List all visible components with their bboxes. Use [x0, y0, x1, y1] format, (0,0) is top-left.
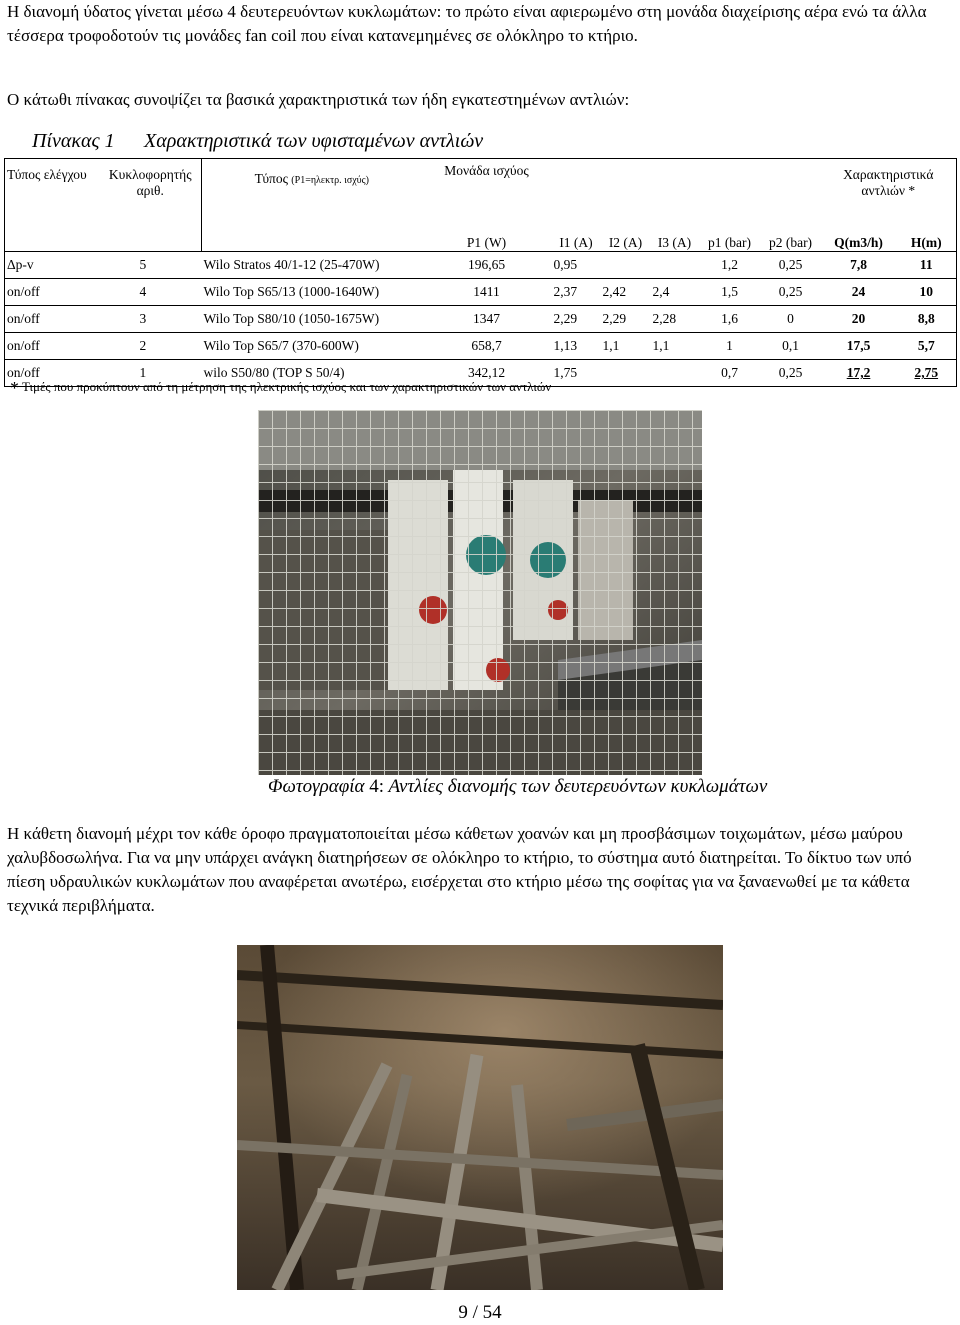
cell-number: 5: [100, 252, 202, 279]
cell-p2bar: 0,25: [761, 360, 821, 387]
cell-p2bar: 0,25: [761, 252, 821, 279]
cell-number: 2: [100, 333, 202, 360]
header-i1: I1 (A): [559, 235, 593, 250]
cell-h: 8,8: [897, 306, 957, 333]
cell-control: Δp-v: [5, 252, 100, 279]
cell-i2: 2,29: [601, 306, 651, 333]
cell-p1w: 342,12: [422, 360, 552, 387]
cell-q: 20: [821, 306, 897, 333]
cell-type: Wilo Top S80/10 (1050-1675W): [202, 306, 422, 333]
cell-number: 1: [100, 360, 202, 387]
summary-paragraph: Ο κάτωθι πίνακας συνοψίζει τα βασικά χαρακτηριστικά των ήδη εγκατεστημένων αντλιών:: [7, 90, 630, 109]
table-row: [5, 306, 957, 333]
cell-i2: [601, 360, 651, 387]
cell-control: on/off: [5, 333, 100, 360]
table-row: [5, 333, 957, 360]
cell-p1bar: 0,7: [699, 360, 761, 387]
cell-p1bar: 1: [699, 333, 761, 360]
cell-i1: 2,37: [552, 279, 601, 306]
cell-p1w: 658,7: [422, 333, 552, 360]
cell-i3: 2,4: [651, 279, 699, 306]
header-p1bar: p1 (bar): [707, 235, 752, 250]
pumps-table: [4, 158, 957, 387]
cell-q: 17,2: [821, 360, 897, 387]
header-h: H(m): [897, 211, 957, 252]
cell-i1: 0,95: [552, 252, 601, 279]
photo-caption-label: Φωτογραφία: [268, 776, 365, 797]
cell-control: on/off: [5, 279, 100, 306]
cell-number: 4: [100, 279, 202, 306]
page-number: 9 / 54: [458, 1302, 502, 1323]
cell-q: 24: [821, 279, 897, 306]
cell-i2: [601, 252, 651, 279]
header-type-sub: (P1=ηλεκτρ. ισχύς): [291, 175, 369, 186]
cell-p1w: 196,65: [422, 252, 552, 279]
cell-i1: 1,75: [552, 360, 601, 387]
cell-control: on/off: [5, 306, 100, 333]
cell-i3: [651, 252, 699, 279]
cell-h: 5,7: [897, 333, 957, 360]
header-characteristics: Χαρακτηριστικά αντλιών *: [821, 159, 957, 212]
table-header-row: [5, 159, 957, 212]
header-type: [202, 159, 422, 252]
cell-h: 10: [897, 279, 957, 306]
cell-control: on/off: [5, 360, 100, 387]
header-p1w: P1 (W): [466, 235, 507, 250]
vertical-distribution-paragraph: Η κάθετη διανομή μέχρι τον κάθε όροφο πραγματοποιείται μέσω κάθετων χοανών και μη προσβάσιμων τοιχωμάτων, μέσω μαύρου χαλυβδοσωλήνα. Για να μην υπάρχει ανάγκη διατηρήσεων σε ολόκληρο το κτήριο, το σύστημα αυτό διατηρείται. Το δίκτυο των υπό πίεση υδραυλικών κυκλωμάτων που αναφέρεται ανωτέρω, εισέρχεται στο κτήριο μέσω της σοφίτας για να ξαναενωθεί με τα κάθετα τεχνικά περιβλήματα.: [7, 824, 912, 915]
header-i2: I2 (A): [608, 235, 643, 250]
cell-type: Wilo Stratos 40/1-12 (25-470W): [202, 252, 422, 279]
cell-p1w: 1347: [422, 306, 552, 333]
photo-caption-title: Αντλίες διανομής των δευτερευόντων κυκλωμάτων: [388, 776, 768, 797]
cell-p1bar: 1,2: [699, 252, 761, 279]
attic-pipes-photo-image: [237, 945, 723, 1290]
cell-q: 7,8: [821, 252, 897, 279]
table-caption-title: Χαρακτηριστικά των υφισταμένων αντλιών: [144, 130, 484, 152]
header-type-main: Τύπος: [254, 171, 288, 186]
table-row: [5, 279, 957, 306]
table-caption-number: Πίνακας 1: [32, 130, 115, 152]
photo-caption-number: 4:: [369, 776, 385, 797]
table-row: [5, 252, 957, 279]
table-footnote: [10, 378, 551, 399]
header-q: Q(m3/h): [834, 235, 883, 250]
attic-pipes-photo: [237, 945, 723, 1290]
pumps-photo-image: [258, 410, 702, 775]
cell-p1bar: 1,6: [699, 306, 761, 333]
header-pump-number: Κυκλοφορητής αριθ.: [100, 159, 202, 252]
intro-paragraph: Η διανομή ύδατος γίνεται μέσω 4 δευτερευόντων κυκλωμάτων: το πρώτο είναι αφιερωμένο στη μονάδα διαχείρισης αέρα ενώ τα άλλα τέσσερα τροφοδοτούν τις μονάδες fan coil που είναι κατανεμημένες σε ολόκληρο το κτήριο.: [7, 2, 927, 45]
cell-p2bar: 0,25: [761, 279, 821, 306]
cell-number: 3: [100, 306, 202, 333]
cell-type: Wilo Top S65/7 (370-600W): [202, 333, 422, 360]
header-control-type: Τύπος ελέγχου: [5, 159, 100, 252]
header-power-unit: Μονάδα ισχύος: [422, 159, 552, 212]
cell-p1bar: 1,5: [699, 279, 761, 306]
cell-h: 11: [897, 252, 957, 279]
footnote-star: *: [10, 378, 19, 398]
cell-i3: [651, 360, 699, 387]
table-caption: [32, 130, 483, 153]
photo-caption: [268, 776, 767, 798]
cell-q: 17,5: [821, 333, 897, 360]
header-p2bar: p2 (bar): [768, 235, 813, 250]
cell-p2bar: 0,1: [761, 333, 821, 360]
cell-i2: 1,1: [601, 333, 651, 360]
pumps-photo: [258, 410, 702, 775]
cell-i1: 1,13: [552, 333, 601, 360]
cell-type: Wilo Top S65/13 (1000-1640W): [202, 279, 422, 306]
cell-p1w: 1411: [422, 279, 552, 306]
cell-i3: 2,28: [651, 306, 699, 333]
cell-i2: 2,42: [601, 279, 651, 306]
cell-type: wilo S50/80 (TOP S 50/4): [202, 360, 422, 387]
cell-h: 2,75: [897, 360, 957, 387]
footnote-text: Τιμές που προκύπτουν από τη μέτρηση της ηλεκτρικής ισχύος και των χαρακτηριστικών των αντλιών: [22, 379, 552, 394]
header-i3: I3 (A): [657, 235, 692, 250]
cell-i3: 1,1: [651, 333, 699, 360]
cell-i1: 2,29: [552, 306, 601, 333]
cell-p2bar: 0: [761, 306, 821, 333]
